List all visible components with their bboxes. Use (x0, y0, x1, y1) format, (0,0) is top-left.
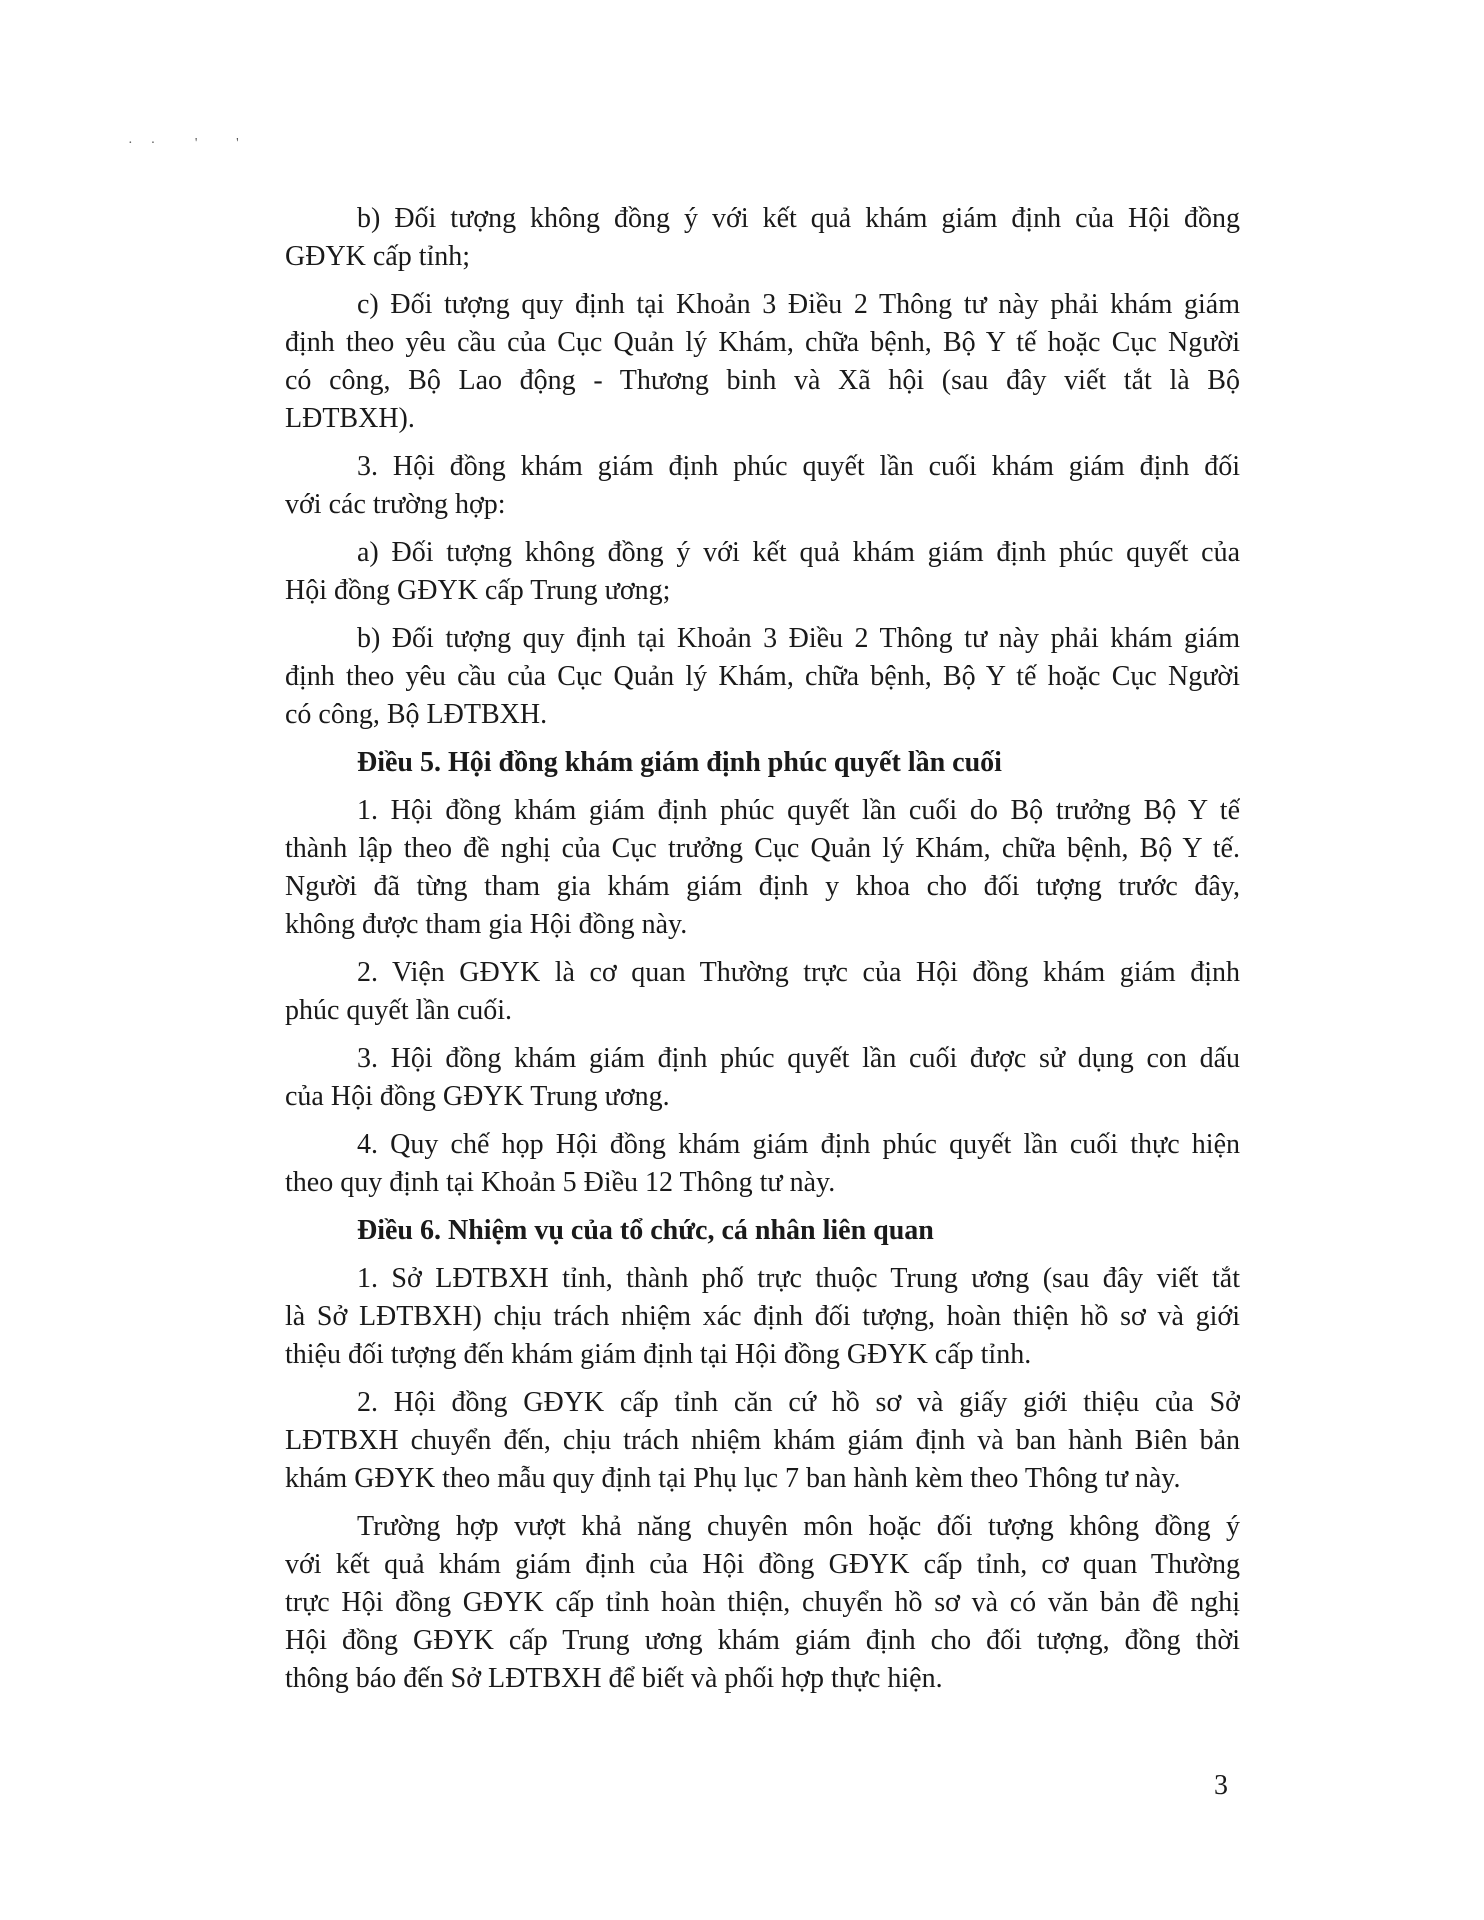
text-line: của Hội đồng GĐYK Trung ương. (285, 1081, 670, 1112)
text-line: LĐTBXH chuyển đến, chịu trách nhiệm khám giám định và ban hành Biên bản (285, 1425, 1240, 1456)
text-line: 3. Hội đồng khám giám định phúc quyết lần cuối được sử dụng con dấu (357, 1043, 1240, 1074)
article-6-item-1 (285, 1260, 1240, 1374)
text-line: 2. Viện GĐYK là cơ quan Thường trực của Hội đồng khám giám định (357, 957, 1240, 988)
text-line: Trường hợp vượt khả năng chuyên môn hoặc đối tượng không đồng ý (357, 1511, 1240, 1542)
text-line: có công, Bộ LĐTBXH. (285, 699, 548, 730)
text-line: 2. Hội đồng GĐYK cấp tỉnh căn cứ hồ sơ và giấy giới thiệu của Sở (357, 1387, 1240, 1418)
article-5-item-1 (285, 792, 1240, 944)
scan-specks: ·· ' ' (128, 136, 257, 151)
text-line: là Sở LĐTBXH) chịu trách nhiệm xác định đối tượng, hoàn thiện hồ sơ và giới (285, 1301, 1240, 1332)
clause-b-provincial (285, 200, 1240, 276)
text-line: 1. Hội đồng khám giám định phúc quyết lần cuối do Bộ trưởng Bộ Y tế (357, 795, 1240, 826)
text-line: GĐYK cấp tỉnh; (285, 241, 471, 272)
article-5-item-3 (285, 1040, 1240, 1116)
text-line: Người đã từng tham gia khám giám định y khoa cho đối tượng trước đây, (285, 871, 1240, 902)
clause-b-article-2 (285, 620, 1240, 734)
article-6-item-2 (285, 1384, 1240, 1498)
text-line: b) Đối tượng quy định tại Khoản 3 Điều 2 Thông tư này phải khám giám (357, 623, 1240, 654)
text-line: a) Đối tượng không đồng ý với kết quả khám giám định phúc quyết của (357, 537, 1240, 568)
article-6-item-2-case (285, 1508, 1240, 1698)
text-line: 3. Hội đồng khám giám định phúc quyết lần cuối khám giám định đối (357, 451, 1240, 482)
text-line: Hội đồng GĐYK cấp Trung ương khám giám định cho đối tượng, đồng thời (285, 1625, 1240, 1656)
text-line: không được tham gia Hội đồng này. (285, 909, 688, 940)
text-line: b) Đối tượng không đồng ý với kết quả khám giám định của Hội đồng (357, 203, 1240, 234)
text-line: Hội đồng GĐYK cấp Trung ương; (285, 575, 671, 606)
text-line: định theo yêu cầu của Cục Quản lý Khám, chữa bệnh, Bộ Y tế hoặc Cục Người (285, 661, 1240, 692)
text-line: 4. Quy chế họp Hội đồng khám giám định phúc quyết lần cuối thực hiện (357, 1129, 1240, 1160)
text-line: có công, Bộ Lao động - Thương binh và Xã hội (sau đây viết tắt là Bộ (285, 365, 1240, 396)
article-5-item-2 (285, 954, 1240, 1030)
document-body (285, 200, 1240, 1708)
text-line: thành lập theo đề nghị của Cục trưởng Cục Quản lý Khám, chữa bệnh, Bộ Y tế. (285, 833, 1240, 864)
text-line: LĐTBXH). (285, 403, 415, 434)
text-line: với kết quả khám giám định của Hội đồng GĐYK cấp tỉnh, cơ quan Thường (285, 1549, 1240, 1580)
text-line: khám GĐYK theo mẫu quy định tại Phụ lục 7 ban hành kèm theo Thông tư này. (285, 1463, 1181, 1494)
text-line: với các trường hợp: (285, 489, 506, 520)
text-line: thiệu đối tượng đến khám giám định tại Hội đồng GĐYK cấp tỉnh. (285, 1339, 1032, 1370)
article-5-item-4 (285, 1126, 1240, 1202)
text-line: trực Hội đồng GĐYK cấp tỉnh hoàn thiện, chuyển hồ sơ và có văn bản đề nghị (285, 1587, 1240, 1618)
text-line: c) Đối tượng quy định tại Khoản 3 Điều 2 Thông tư này phải khám giám (357, 289, 1240, 320)
text-line: thông báo đến Sở LĐTBXH để biết và phối hợp thực hiện. (285, 1663, 943, 1694)
text-line: phúc quyết lần cuối. (285, 995, 513, 1026)
text-line: 1. Sở LĐTBXH tỉnh, thành phố trực thuộc Trung ương (sau đây viết tắt (357, 1263, 1240, 1294)
article-6-heading: Điều 6. Nhiệm vụ của tổ chức, cá nhân liên quan (357, 1215, 934, 1246)
item-3-final-council (285, 448, 1240, 524)
text-line: theo quy định tại Khoản 5 Điều 12 Thông tư này. (285, 1167, 836, 1198)
text-line: định theo yêu cầu của Cục Quản lý Khám, chữa bệnh, Bộ Y tế hoặc Cục Người (285, 327, 1240, 358)
article-5-heading: Điều 5. Hội đồng khám giám định phúc quyết lần cuối (357, 747, 1002, 778)
clause-c-article-2 (285, 286, 1240, 438)
page-number: 3 (1214, 1770, 1228, 1801)
clause-a-central (285, 534, 1240, 610)
